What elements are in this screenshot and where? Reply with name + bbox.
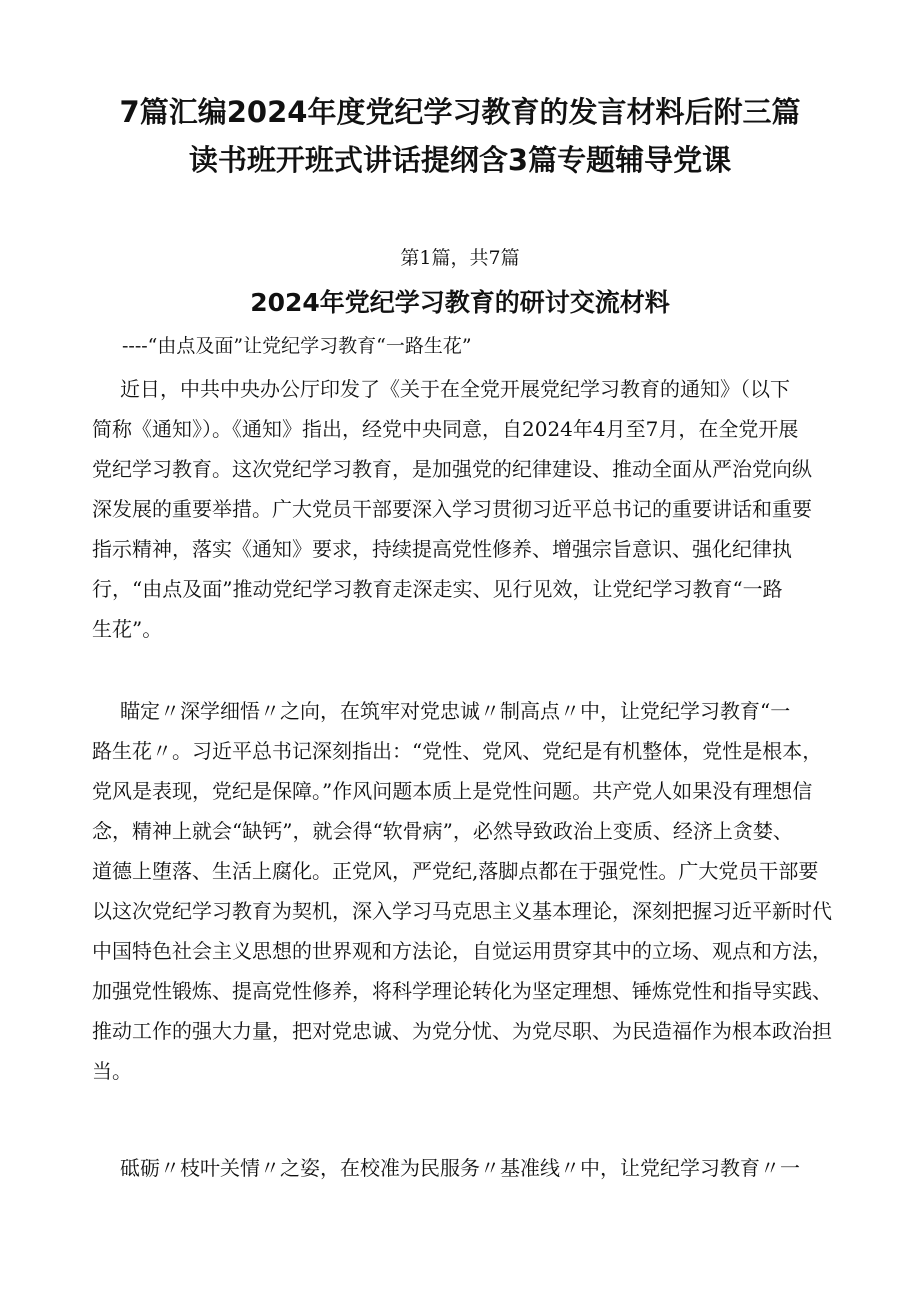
paragraph-line: 路生花〃。习近平总书记深刻指出：“党性、党风、党纪是有机整体，党性是根本， (92, 739, 823, 763)
article-subtitle: ----“由点及面”让党纪学习教育“一路生花” (122, 335, 472, 357)
paragraph-line: 瞄定〃深学细悟〃之向，在筑牢对党忠诚〃制高点〃中，让党纪学习教育“一 (120, 699, 791, 723)
article-title: 2024年党纪学习教育的研讨交流材料 (250, 288, 670, 317)
paragraph-line: 党风是表现，党纪是保障。”作风问题本质上是党性问题。共产党人如果没有理想信 (92, 779, 813, 803)
paragraph-line: 生花”。 (92, 617, 163, 641)
part-label: 第1篇，共7篇 (400, 247, 520, 269)
paragraph-line: 中国特色社会主义思想的世界观和方法论，自觉运用贯穿其中的立场、观点和方法， (92, 939, 832, 963)
paragraph-line: 以这次党纪学习教育为契机，深入学习马克思主义基本理论，深刻把握习近平新时代 (92, 899, 832, 923)
paragraph-line: 加强党性锻炼、提高党性修养，将科学理论转化为坚定理想、锤炼党性和指导实践、 (92, 979, 832, 1003)
paragraph-line: 行，“由点及面”推动党纪学习教育走深走实、见行见效，让党纪学习教育“一路 (92, 577, 783, 601)
paragraph-2 (92, 691, 864, 1091)
paragraph-line: 念，精神上就会“缺钙”，就会得“软骨病”，必然导致政治上变质、经济上贪婪、 (92, 819, 793, 843)
paragraph-3 (92, 1148, 864, 1188)
paragraph-line: 推动工作的强大力量，把对党忠诚、为党分忧、为党尽职、为民造福作为根本政治担 (92, 1019, 832, 1043)
paragraph-line: 近日，中共中央办公厅印发了《关于在全党开展党纪学习教育的通知》（以下 (120, 377, 790, 401)
paragraph-1 (92, 369, 864, 649)
paragraph-line: 当。 (92, 1059, 132, 1083)
paragraph-line: 指示精神，落实《通知》要求，持续提高党性修养、增强宗旨意识、强化纪律执 (92, 537, 792, 561)
paragraph-line: 深发展的重要举措。广大党员干部要深入学习贯彻习近平总书记的重要讲话和重要 (92, 497, 812, 521)
paragraph-line: 党纪学习教育。这次党纪学习教育，是加强党的纪律建设、推动全面从严治党向纵 (92, 457, 812, 481)
paragraph-line: 简称《通知》）。《通知》指出，经党中央同意，自2024年4月至7月，在全党开展 (92, 417, 799, 441)
paragraph-line: 砥砺〃枝叶关情〃之姿，在校准为民服务〃基准线〃中，让党纪学习教育〃一 (120, 1156, 800, 1180)
document-title-line-2: 读书班开班式讲话提纲含3篇专题辅导党课 (188, 143, 732, 177)
document-title-line-1: 7篇汇编2024年度党纪学习教育的发言材料后附三篇 (119, 95, 801, 129)
paragraph-line: 道德上堕落、生活上腐化。正党风，严党纪,落脚点都在于强党性。广大党员干部要 (92, 859, 819, 883)
